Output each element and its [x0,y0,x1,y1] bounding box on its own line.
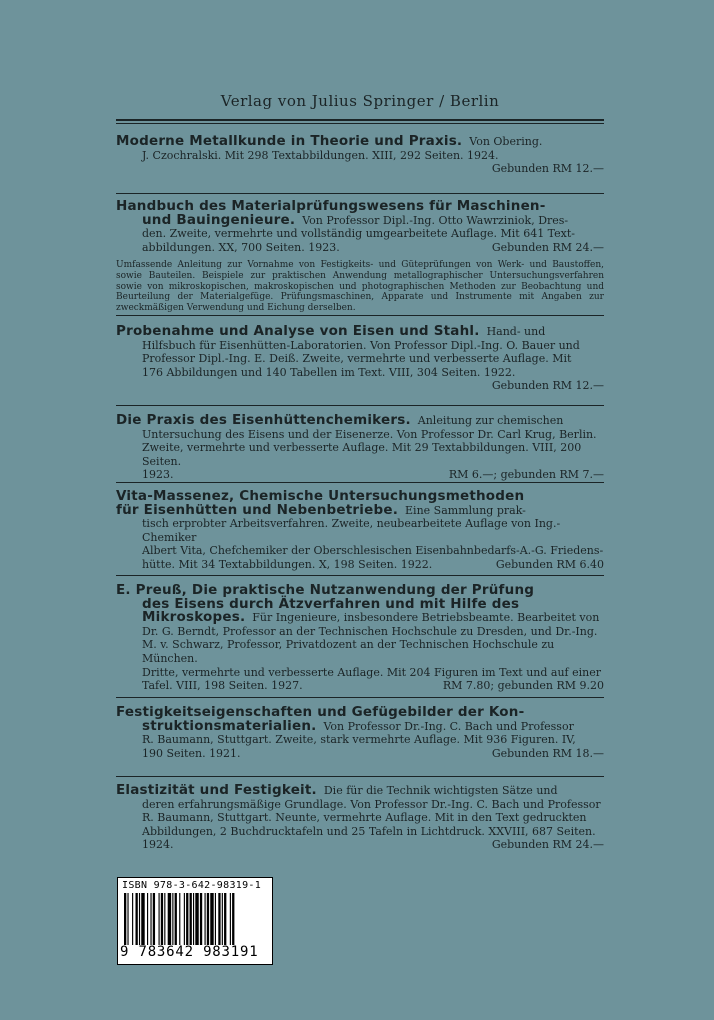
barcode-bar [186,893,188,945]
barcode-bar [127,893,128,945]
book-text: Untersuchung des Eisens und der Eisenerze. Von Professor Dr. Carl Krug, Berlin. [142,427,597,441]
book-price: RM 7.80; gebunden RM 9.20 [442,679,604,693]
isbn-barcode [117,877,273,965]
barcode-bar [215,893,216,945]
barcode-bar [207,893,209,945]
barcode-bar [172,893,173,945]
barcode-bar [168,893,171,945]
book-text: Dr. G. Berndt, Professor an der Technischen Hochschule zu Dresden, und Dr.-Ing. [142,624,598,638]
book-title: Elastizität und Festigkeit. [116,782,317,798]
book-text: Anleitung zur chemischen [417,414,564,427]
ean-right-group: 983191 [203,944,259,960]
book-price: Gebunden RM 6.40 [495,557,604,571]
book-text: abbildungen. XX, 700 Seiten. 1923. [142,240,340,254]
book-price: Gebunden RM 12.— [491,379,604,393]
publisher-header: Verlag von Julius Springer / Berlin [220,92,500,110]
book-price: RM 6.—; gebunden RM 7.— [448,468,604,482]
book-title: struktionsmaterialien. [142,717,317,734]
barcode-bar [218,893,220,945]
book-title: Festigkeitseigenschaften und Gefügebilder der Kon- [116,704,525,720]
ean-first-digit: 9 [120,944,130,960]
book-text: M. v. Schwarz, Professor, Privatdozent an der Technischen Hochschule zu München. [142,638,555,665]
book-text: 1924. [142,838,174,852]
book-entry [116,414,604,482]
book-text: Tafel. VIII, 198 Seiten. 1927. [142,679,303,693]
book-text: Albert Vita, Chefchemiker der Oberschlesischen Eisenbahnbedarfs-A.-G. Friedens- [142,544,604,558]
book-text: 1923. [142,468,174,482]
divider [116,193,604,194]
divider [116,482,604,483]
barcode-bar [184,893,185,945]
book-title: Probenahme und Analyse von Eisen und Stahl. [116,323,480,339]
barcode-bar [190,893,192,945]
barcode-bar [193,893,194,945]
book-text: hütte. Mit 34 Textabbildungen. X, 198 Seiten. 1922. [142,557,433,571]
barcode-bar [195,893,198,945]
book-text: Eine Sammlung prak- [405,503,526,517]
book-price: Gebunden RM 24.— [491,240,604,254]
book-text: Die für die Technik wichtigsten Sätze und [323,784,558,797]
book-text: tisch erprobter Arbeitsverfahren. Zweite, neubearbeitete Auflage von Ing.-Chemiker [142,517,561,544]
book-text: Zweite, vermehrte und verbesserte Auflage. Mit 29 Textabbildungen. VIII, 200 Seiten. [142,441,582,468]
barcode-bar [153,893,155,945]
barcode-bar [159,893,160,945]
book-title: Vita-Massenez, Chemische Untersuchungsmethoden [116,488,525,504]
book-price: Gebunden RM 18.— [491,746,604,760]
book-entry [116,584,604,693]
book-text: 190 Seiten. 1921. [142,746,241,760]
book-text: R. Baumann, Stuttgart. Zweite, stark vermehrte Auflage. Mit 936 Figuren. IV, [142,733,576,747]
barcode-bar [136,893,138,945]
book-entry [116,200,604,313]
divider [116,776,604,777]
barcode-bar [230,893,231,945]
book-title: Die Praxis des Eisenhüttenchemikers. [116,412,411,428]
barcode-bar [132,893,133,945]
divider [116,405,604,406]
book-title: des Eisens durch Ätzverfahren und mit Hilfe des [142,595,520,612]
book-title: und Bauingenieure. [142,211,296,228]
book-entry [116,784,604,852]
book-title: für Eisenhütten und Nebenbetriebe. [116,501,399,518]
header-double-rule [116,119,604,124]
book-text: Von Professor Dipl.-Ing. Otto Wawrziniok, Dres- [302,213,569,227]
book-text: Hand- und [486,325,546,338]
book-text: Hilfsbuch für Eisenhütten-Laboratorien. Von Professor Dipl.-Ing. O. Bauer und [142,338,580,352]
book-text: R. Baumann, Stuttgart. Neunte, vermehrte Auflage. Mit in den Text gedruckten [142,811,587,825]
book-entry [116,135,604,176]
barcode-bars [124,893,266,945]
book-text: Professor Dipl.-Ing. E. Deiß. Zweite, vermehrte und verbesserte Auflage. Mit [142,352,572,366]
book-price: Gebunden RM 12.— [491,162,604,176]
book-entry [116,490,604,572]
book-text: Dritte, vermehrte und verbesserte Auflage. Mit 204 Figuren im Text und auf einer [142,665,601,679]
book-description: Umfassende Anleitung zur Vornahme von Festigkeits- und Güteprüfungen von Werk- und Baustoffen, sowie Bauteilen. Beispiele zur praktischen Anwendung metallographischer Untersuchungsverfahren sowie von mikroskopischen, makroskopischen und photographischen Methoden zur Beobachtung und Beurteilung der Materialgefüge. Prüfungsmaschinen, Apparate und Instrumente mit Angaben zur zweckmäßigen Verwendung und Eichung derselben. [116,260,604,313]
barcode-bar [232,893,234,945]
barcode-bar [161,893,163,945]
book-entry [116,706,604,760]
divider [116,575,604,576]
book-text: Für Ingenieure, insbesondere Betriebsbeamte. Bearbeitet von [252,611,600,625]
book-entry [116,325,604,393]
barcode-bar [147,893,148,945]
ean-digits [120,944,258,960]
book-text: Abbildungen, 2 Buchdrucktafeln und 25 Tafeln in Lichtdruck. XXVIII, 687 Seiten. [142,824,596,838]
barcode-bar [150,893,151,945]
book-text: den. Zweite, vermehrte und vollständig umgearbeitete Auflage. Mit 641 Text- [142,227,576,241]
book-price: Gebunden RM 24.— [491,838,604,852]
barcode-bar [222,893,223,945]
book-text: Von Professor Dr.-Ing. C. Bach und Professor [323,719,574,733]
barcode-bar [139,893,140,945]
book-text: 176 Abbildungen und 140 Tabellen im Text. VIII, 304 Seiten. 1922. [142,365,516,379]
book-title: Handbuch des Materialprüfungswesens für Maschinen- [116,198,546,214]
barcode-bar [210,893,213,945]
divider [116,697,604,698]
barcode-bar [205,893,206,945]
ean-left-group: 783642 [138,944,194,960]
isbn-label: ISBN 978-3-642-98319-1 [122,880,262,891]
book-title: Moderne Metallkunde in Theorie und Praxis. [116,133,463,149]
barcode-bar [124,893,126,945]
barcode-bar [164,893,165,945]
book-title: Mikroskopes. [142,609,246,626]
barcode-bar [224,893,226,945]
barcode-bar [141,893,144,945]
book-title: E. Preuß, Die praktische Nutzanwendung der Prüfung [116,582,535,598]
barcode-bar [200,893,202,945]
barcode-bar [175,893,177,945]
book-text: J. Czochralski. Mit 298 Textabbildungen. XIII, 292 Seiten. 1924. [142,148,499,162]
book-text: Von Obering. [469,135,543,148]
barcode-bar [179,893,180,945]
divider [116,315,604,316]
book-text: deren erfahrungsmäßige Grundlage. Von Professor Dr.-Ing. C. Bach und Professor [142,797,601,811]
